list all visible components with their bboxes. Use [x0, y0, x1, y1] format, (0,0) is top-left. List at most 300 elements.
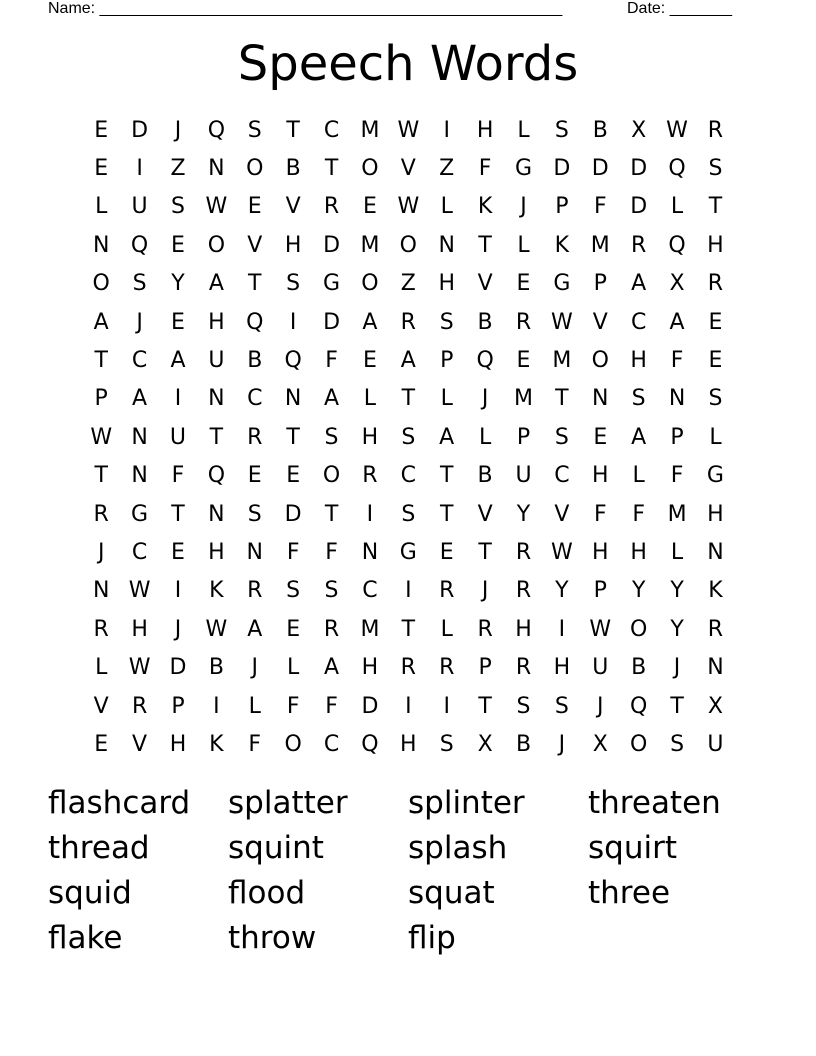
grid-letter: B	[477, 309, 493, 335]
name-field	[48, 0, 562, 18]
grid-letter: M	[514, 386, 533, 412]
word-list-item: thread	[48, 829, 150, 866]
grid-letter: Z	[400, 271, 416, 297]
grid-letter: R	[323, 194, 340, 220]
grid-letter: A	[324, 386, 340, 412]
grid-letter: F	[670, 463, 684, 489]
grid-letter: T	[209, 424, 224, 450]
grid-letter: E	[247, 463, 262, 489]
grid-letter: V	[477, 271, 493, 297]
grid-letter: V	[285, 194, 301, 220]
grid-letter: E	[708, 348, 723, 374]
grid-letter: W	[90, 424, 113, 450]
grid-letter: T	[401, 386, 416, 412]
grid-letter: T	[286, 424, 300, 450]
grid-letter: R	[631, 232, 647, 258]
grid-letter: V	[132, 731, 148, 757]
grid-letter: S	[132, 271, 147, 297]
grid-letter: R	[707, 117, 724, 143]
grid-letter: L	[517, 232, 530, 258]
grid-letter: D	[323, 309, 341, 335]
grid-letter: E	[171, 232, 185, 258]
grid-letter: R	[439, 578, 455, 604]
name-label: Name:	[48, 0, 96, 17]
grid-letter: S	[708, 386, 723, 412]
grid-letter: H	[707, 232, 724, 258]
grid-letter: F	[171, 463, 185, 489]
grid-letter: Y	[670, 616, 684, 642]
grid-letter: F	[632, 501, 645, 527]
grid-letter: O	[591, 348, 609, 374]
grid-letter: A	[631, 424, 647, 450]
grid-letter: S	[516, 693, 531, 719]
grid-letter: N	[208, 156, 225, 182]
grid-letter: L	[363, 386, 377, 412]
grid-letter: I	[443, 117, 450, 143]
grid-letter: D	[131, 117, 149, 143]
grid-letter: A	[132, 386, 148, 412]
grid-letter: W	[397, 194, 420, 220]
grid-letter: Q	[207, 463, 226, 489]
grid-letter: S	[286, 578, 301, 604]
grid-letter: D	[553, 156, 571, 182]
grid-letter: L	[709, 424, 722, 450]
grid-letter: D	[284, 501, 302, 527]
grid-letter: X	[592, 731, 608, 757]
grid-letter: N	[592, 386, 609, 412]
grid-letter: N	[131, 463, 148, 489]
grid-letter: B	[477, 463, 493, 489]
grid-letter: I	[174, 386, 182, 412]
grid-letter: N	[361, 539, 379, 565]
grid-letter: J	[174, 117, 182, 143]
grid-letter: H	[131, 616, 148, 642]
grid-letter: I	[558, 616, 566, 642]
grid-letter: R	[131, 693, 148, 719]
grid-letter: P	[516, 424, 531, 450]
grid-letter: H	[208, 309, 225, 335]
grid-letter: N	[208, 386, 225, 412]
grid-letter: O	[284, 731, 302, 757]
grid-letter: I	[174, 578, 182, 604]
grid-letter: N	[92, 578, 110, 604]
grid-letter: U	[707, 731, 724, 757]
grid-letter: T	[94, 348, 108, 374]
grid-letter: S	[401, 501, 416, 527]
grid-letter: P	[440, 348, 454, 374]
grid-letter: B	[285, 156, 301, 182]
grid-letter: G	[131, 501, 149, 527]
grid-letter: W	[397, 117, 420, 143]
grid-letter: C	[131, 348, 148, 374]
grid-letter: J	[673, 655, 681, 681]
grid-letter: Q	[130, 232, 149, 258]
grid-letter: H	[707, 501, 724, 527]
grid-letter: P	[593, 578, 607, 604]
grid-letter: P	[94, 386, 108, 412]
grid-letter: E	[593, 424, 608, 450]
grid-letter: E	[439, 539, 454, 565]
grid-letter: S	[439, 731, 454, 757]
grid-letter: O	[361, 271, 379, 297]
word-list-item: squid	[48, 874, 132, 911]
grid-letter: F	[593, 501, 607, 527]
grid-letter: H	[361, 424, 379, 450]
grid-letter: S	[247, 501, 262, 527]
grid-letter: Q	[207, 117, 226, 143]
grid-letter: I	[136, 156, 143, 182]
grid-letter: D	[361, 693, 379, 719]
grid-letter: R	[247, 424, 263, 450]
grid-letter: E	[362, 348, 377, 374]
grid-letter: P	[593, 271, 607, 297]
word-list	[48, 780, 768, 960]
grid-letter: Z	[439, 156, 455, 182]
grid-letter: H	[169, 731, 187, 757]
word-list-item: flip	[408, 919, 456, 956]
worksheet-header	[0, 0, 816, 20]
grid-letter: H	[630, 539, 647, 565]
grid-letter: F	[286, 539, 300, 565]
grid-letter: L	[670, 194, 684, 220]
grid-letter: J	[558, 731, 566, 757]
word-list-item: splatter	[228, 784, 348, 821]
grid-letter: G	[514, 156, 533, 182]
grid-letter: H	[476, 117, 494, 143]
grid-letter: C	[400, 463, 416, 489]
grid-letter: O	[322, 463, 341, 489]
grid-letter: U	[169, 424, 187, 450]
grid-letter: R	[93, 501, 109, 527]
grid-letter: V	[93, 693, 109, 719]
word-list-item: flood	[228, 874, 306, 911]
grid-letter: I	[405, 693, 412, 719]
grid-letter: C	[247, 386, 263, 412]
grid-letter: M	[360, 616, 380, 642]
date-label: Date:	[627, 0, 666, 17]
grid-letter: O	[630, 616, 648, 642]
grid-letter: D	[323, 232, 341, 258]
grid-letter: L	[440, 386, 453, 412]
grid-letter: P	[478, 655, 492, 681]
grid-letter: A	[400, 348, 416, 374]
grid-letter: H	[400, 731, 417, 757]
grid-letter: E	[247, 194, 262, 220]
grid-letter: Q	[668, 232, 686, 258]
grid-letter: C	[362, 578, 378, 604]
grid-letter: T	[708, 194, 723, 220]
grid-letter: V	[400, 156, 416, 182]
grid-letter: Q	[284, 348, 302, 374]
grid-letter: E	[516, 348, 531, 374]
grid-letter: Q	[246, 309, 264, 335]
grid-letter: F	[325, 348, 338, 374]
grid-letter: R	[707, 616, 724, 642]
grid-letter: B	[592, 117, 608, 143]
grid-letter: D	[630, 156, 648, 182]
grid-letter: U	[515, 463, 532, 489]
grid-letter: W	[128, 655, 151, 681]
grid-letter: E	[94, 156, 109, 182]
grid-letter: Y	[171, 271, 185, 297]
grid-letter: T	[670, 693, 684, 719]
grid-letter: O	[92, 271, 110, 297]
grid-letter: R	[515, 578, 532, 604]
grid-letter: S	[324, 578, 339, 604]
grid-letter: B	[515, 731, 532, 757]
word-list-item: flashcard	[48, 784, 191, 821]
grid-letter: A	[631, 271, 647, 297]
grid-letter: L	[248, 693, 261, 719]
grid-letter: G	[553, 271, 571, 297]
grid-letter: Q	[476, 348, 494, 374]
word-list-item: squat	[408, 874, 495, 911]
grid-letter: Y	[631, 578, 646, 604]
grid-letter: M	[552, 348, 572, 374]
grid-letter: S	[554, 117, 569, 143]
grid-letter: N	[131, 424, 148, 450]
grid-letter: E	[362, 194, 377, 220]
grid-letter: T	[555, 386, 569, 412]
grid-letter: H	[592, 539, 609, 565]
grid-letter: O	[630, 731, 648, 757]
grid-letter: W	[551, 309, 573, 335]
grid-letter: J	[97, 539, 105, 565]
grid-letter: G	[323, 271, 341, 297]
grid-letter: T	[94, 463, 108, 489]
grid-letter: L	[632, 463, 645, 489]
grid-letter: I	[366, 501, 374, 527]
grid-letter: M	[590, 232, 610, 258]
grid-letter: A	[208, 271, 224, 297]
grid-letter: N	[246, 539, 263, 565]
grid-letter: R	[400, 655, 416, 681]
grid-letter: M	[667, 501, 687, 527]
word-list-item: throw	[228, 919, 317, 956]
grid-letter: L	[287, 655, 300, 681]
grid-letter: K	[708, 578, 723, 604]
grid-letter: F	[670, 348, 684, 374]
grid-letter: R	[515, 309, 532, 335]
grid-letter: A	[170, 348, 186, 374]
grid-letter: R	[400, 309, 416, 335]
grid-letter: E	[286, 463, 301, 489]
grid-letter: Z	[170, 156, 186, 182]
grid-letter: T	[171, 501, 185, 527]
grid-letter: H	[592, 463, 609, 489]
letter-grid	[82, 111, 735, 764]
grid-letter: D	[591, 156, 609, 182]
grid-letter: N	[92, 232, 110, 258]
grid-letter: K	[209, 731, 224, 757]
grid-letter: S	[401, 424, 416, 450]
grid-letter: W	[128, 578, 151, 604]
grid-letter: S	[670, 731, 685, 757]
grid-letter: R	[93, 616, 109, 642]
grid-letter: N	[707, 539, 724, 565]
name-blank: ____________________________________________________	[99, 0, 563, 17]
grid-letter: C	[131, 539, 148, 565]
grid-letter: C	[630, 309, 647, 335]
grid-letter: A	[324, 655, 340, 681]
grid-letter: T	[286, 117, 300, 143]
grid-letter: X	[477, 731, 493, 757]
grid-letter: R	[247, 578, 263, 604]
grid-letter: M	[360, 232, 380, 258]
page-title: Speech Words	[237, 36, 579, 92]
date-field	[627, 0, 732, 18]
word-list-item: splinter	[408, 784, 525, 821]
grid-letter: F	[325, 539, 338, 565]
grid-letter: X	[707, 693, 723, 719]
grid-letter: S	[554, 424, 569, 450]
grid-letter: V	[477, 501, 493, 527]
grid-letter: Q	[630, 693, 648, 719]
grid-letter: K	[477, 194, 493, 220]
grid-letter: P	[670, 424, 684, 450]
grid-letter: K	[554, 232, 570, 258]
grid-letter: Q	[361, 731, 379, 757]
grid-letter: H	[361, 655, 379, 681]
grid-letter: H	[515, 616, 532, 642]
word-list-item: squirt	[588, 829, 677, 866]
grid-letter: R	[439, 655, 455, 681]
word-list-item: threaten	[588, 784, 721, 821]
grid-letter: L	[95, 194, 108, 220]
grid-letter: H	[630, 348, 647, 374]
grid-letter: W	[551, 539, 573, 565]
grid-letter: X	[669, 271, 685, 297]
grid-letter: C	[323, 731, 340, 757]
grid-letter: T	[324, 156, 339, 182]
grid-letter: N	[668, 386, 686, 412]
grid-letter: I	[213, 693, 220, 719]
grid-letter: R	[707, 271, 724, 297]
grid-letter: O	[246, 156, 264, 182]
grid-letter: J	[174, 616, 182, 642]
grid-letter: A	[93, 309, 109, 335]
grid-letter: B	[208, 655, 224, 681]
grid-letter: H	[208, 539, 225, 565]
grid-letter: E	[94, 731, 109, 757]
grid-letter: L	[478, 424, 492, 450]
grid-letter: S	[554, 693, 569, 719]
word-list-item: splash	[408, 829, 508, 866]
grid-letter: A	[362, 309, 378, 335]
grid-letter: S	[631, 386, 646, 412]
grid-letter: T	[478, 693, 492, 719]
grid-letter: N	[284, 386, 302, 412]
grid-letter: R	[515, 655, 532, 681]
grid-letter: L	[440, 616, 453, 642]
grid-letter: F	[325, 693, 338, 719]
grid-letter: W	[666, 117, 688, 143]
grid-letter: J	[597, 693, 604, 719]
grid-letter: S	[439, 309, 454, 335]
grid-letter: E	[171, 309, 185, 335]
grid-letter: O	[207, 232, 226, 258]
grid-letter: R	[515, 539, 532, 565]
grid-letter: N	[438, 232, 455, 258]
grid-letter: V	[592, 309, 608, 335]
grid-letter: T	[439, 501, 454, 527]
grid-letter: W	[205, 194, 228, 220]
grid-letter: S	[286, 271, 301, 297]
grid-letter: L	[440, 194, 453, 220]
grid-letter: T	[248, 271, 262, 297]
grid-letter: E	[286, 616, 301, 642]
grid-letter: D	[169, 655, 187, 681]
grid-letter: L	[670, 539, 684, 565]
grid-letter: T	[324, 501, 339, 527]
grid-letter: R	[477, 616, 493, 642]
grid-letter: E	[516, 271, 531, 297]
date-blank: _______	[669, 0, 732, 17]
grid-letter: G	[706, 463, 724, 489]
grid-letter: R	[323, 616, 340, 642]
grid-letter: Y	[516, 501, 531, 527]
grid-letter: R	[362, 463, 378, 489]
grid-letter: D	[630, 194, 648, 220]
grid-letter: N	[208, 501, 225, 527]
grid-letter: E	[171, 539, 185, 565]
word-list-item: squint	[228, 829, 324, 866]
grid-letter: L	[517, 117, 530, 143]
grid-letter: T	[401, 616, 416, 642]
grid-letter: I	[443, 693, 450, 719]
grid-letter: S	[170, 194, 185, 220]
grid-letter: V	[247, 232, 263, 258]
grid-letter: N	[707, 655, 724, 681]
grid-letter: F	[593, 194, 607, 220]
grid-letter: E	[94, 117, 109, 143]
grid-letter: W	[589, 616, 612, 642]
grid-letter: Y	[670, 578, 684, 604]
grid-letter: O	[361, 156, 379, 182]
grid-letter: H	[284, 232, 302, 258]
grid-letter: O	[399, 232, 417, 258]
grid-letter: V	[554, 501, 570, 527]
grid-letter: E	[708, 309, 723, 335]
grid-letter: X	[631, 117, 647, 143]
grid-letter: I	[405, 578, 412, 604]
grid-letter: M	[360, 117, 380, 143]
grid-letter: J	[481, 386, 489, 412]
grid-letter: U	[131, 194, 148, 220]
grid-letter: H	[553, 655, 571, 681]
grid-letter: Y	[555, 578, 569, 604]
grid-letter: B	[247, 348, 263, 374]
grid-letter: J	[481, 578, 489, 604]
grid-letter: U	[208, 348, 225, 374]
grid-letter: J	[520, 194, 527, 220]
grid-letter: I	[289, 309, 297, 335]
grid-letter: J	[136, 309, 143, 335]
grid-letter: F	[286, 693, 300, 719]
grid-letter: F	[478, 156, 492, 182]
word-list-item: three	[588, 874, 671, 911]
grid-letter: T	[478, 232, 492, 258]
grid-letter: F	[248, 731, 262, 757]
grid-letter: H	[438, 271, 455, 297]
grid-letter: A	[439, 424, 455, 450]
grid-letter: W	[205, 616, 228, 642]
grid-letter: S	[708, 156, 723, 182]
grid-letter: C	[554, 463, 570, 489]
grid-letter: C	[323, 117, 340, 143]
grid-letter: A	[247, 616, 263, 642]
grid-letter: P	[555, 194, 569, 220]
